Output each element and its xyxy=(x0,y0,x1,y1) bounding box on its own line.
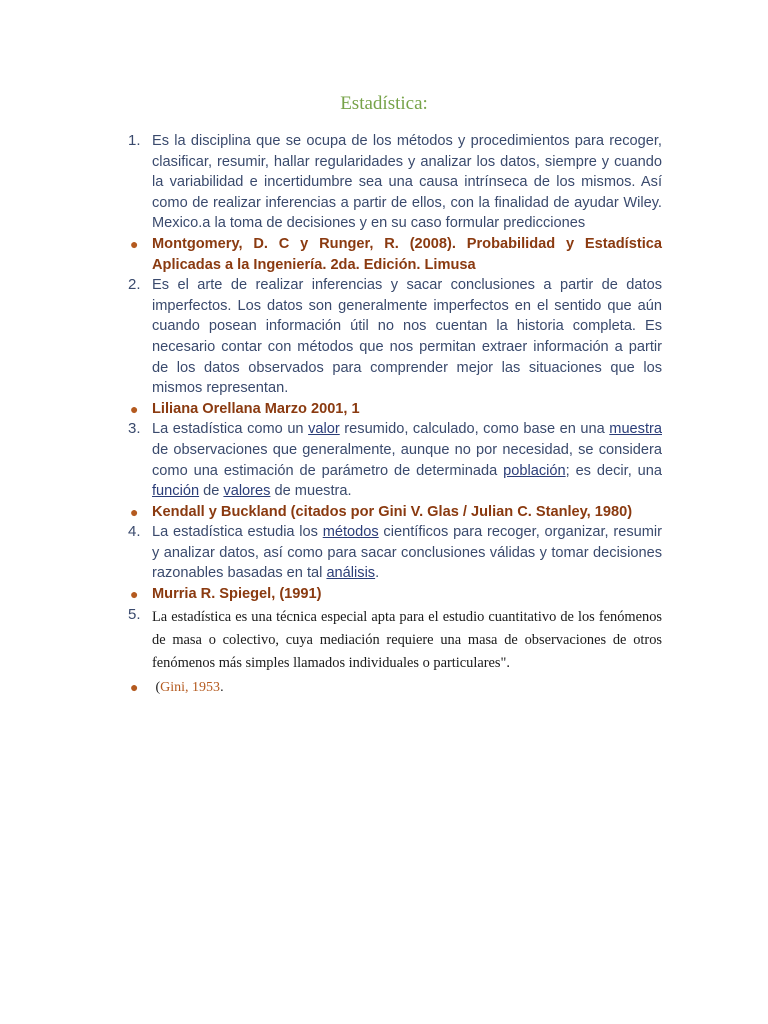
link-metodos[interactable]: métodos xyxy=(322,524,379,541)
bullet-icon: ● xyxy=(130,235,139,252)
text-segment: de muestra. xyxy=(270,483,352,500)
definition-text xyxy=(152,419,662,501)
reference-item-1 xyxy=(128,234,662,275)
link-poblacion[interactable]: población xyxy=(503,462,566,479)
text-segment: La estadística estudia los xyxy=(152,524,323,541)
period: . xyxy=(220,680,224,696)
link-valor[interactable]: valor xyxy=(308,421,340,438)
text-segment: ; es decir, una xyxy=(565,462,662,479)
reference-text xyxy=(152,676,662,699)
bullet-icon: ● xyxy=(130,503,139,520)
list-number: 5. xyxy=(128,605,141,623)
bullet-icon: ● xyxy=(130,586,139,603)
definition-text: La estadística es una técnica especial apta para el estudio cuantitativo de los fenómenos de masa o colectivo, cuya mediación requiere una masa de observaciones de otros fenómenos más simples llamados individuales o particulares". xyxy=(152,608,662,672)
text-segment: resumido, calculado, como base en una xyxy=(339,421,610,438)
list-item-1 xyxy=(128,131,662,234)
list-number: 1. xyxy=(128,132,141,149)
reference-text: Kendall y Buckland (citados por Gini V. Glas / Julian C. Stanley, 1980) xyxy=(152,503,633,520)
text-segment: . xyxy=(375,565,380,582)
bullet-icon: ● xyxy=(130,679,139,696)
list-item-5 xyxy=(128,605,662,676)
reference-text: Montgomery, D. C y Runger, R. (2008). Probabilidad y Estadística Aplicadas a la Ingeniería. 2da. Edición. Limusa xyxy=(152,235,662,273)
definition-text: Es el arte de realizar inferencias y sacar conclusiones a partir de datos imperfectos. Los datos son generalmente imperfectos en el sentido que aún cuando posean información útil no nos cuentan la historia completa. Es necesario contar con métodos que nos permitan extraer información a partir de los datos observados para comprender mejor las situaciones que los mismos representan. xyxy=(152,277,662,397)
text-segment: de xyxy=(199,483,224,500)
link-valores[interactable]: valores xyxy=(223,483,271,500)
list-number: 4. xyxy=(128,523,141,541)
citation: Gini, 1953 xyxy=(160,680,221,696)
bullet-icon: ● xyxy=(130,400,139,417)
reference-text: Murria R. Spiegel, (1991) xyxy=(152,586,322,603)
definition-list xyxy=(128,131,662,699)
text-segment: La estadística como un xyxy=(152,421,309,438)
definition-text xyxy=(152,522,662,584)
list-item-3 xyxy=(128,419,662,501)
definition-text: Es la disciplina que se ocupa de los métodos y procedimientos para recoger, clasificar, resumir, hallar regularidades y analizar los datos, siempre y cuando la variabilidad e incertidumbre sea una causa intrínseca de los mismos. Así como de realizar inferencias a partir de ellos, con la finalidad de ayudar Wiley. Mexico.a la toma de decisiones y en su caso formular predicciones xyxy=(152,133,662,232)
link-funcion[interactable]: función xyxy=(152,483,200,500)
list-item-4 xyxy=(128,522,662,584)
list-number: 3. xyxy=(128,420,141,438)
reference-item-5 xyxy=(128,676,662,699)
reference-text: Liliana Orellana Marzo 2001, 1 xyxy=(152,400,360,417)
open-paren: ( xyxy=(155,680,161,696)
text-segment: científicos para recoger, organizar, resumir y analizar datos, así como para sacar conclusiones válidas y tomar decisiones razonables basadas en tal xyxy=(152,524,662,582)
reference-item-2 xyxy=(128,399,662,420)
page-title: Estadística: xyxy=(340,93,428,114)
text-segment: de observaciones que generalmente, aunque no por necesidad, se considera como una estimación de parámetro de determinada xyxy=(152,441,662,479)
list-item-2 xyxy=(128,275,662,399)
list-number: 2. xyxy=(128,276,141,294)
reference-item-4 xyxy=(128,584,662,605)
link-analisis[interactable]: análisis xyxy=(326,565,376,582)
link-muestra[interactable]: muestra xyxy=(609,421,662,438)
reference-item-3 xyxy=(128,502,662,523)
